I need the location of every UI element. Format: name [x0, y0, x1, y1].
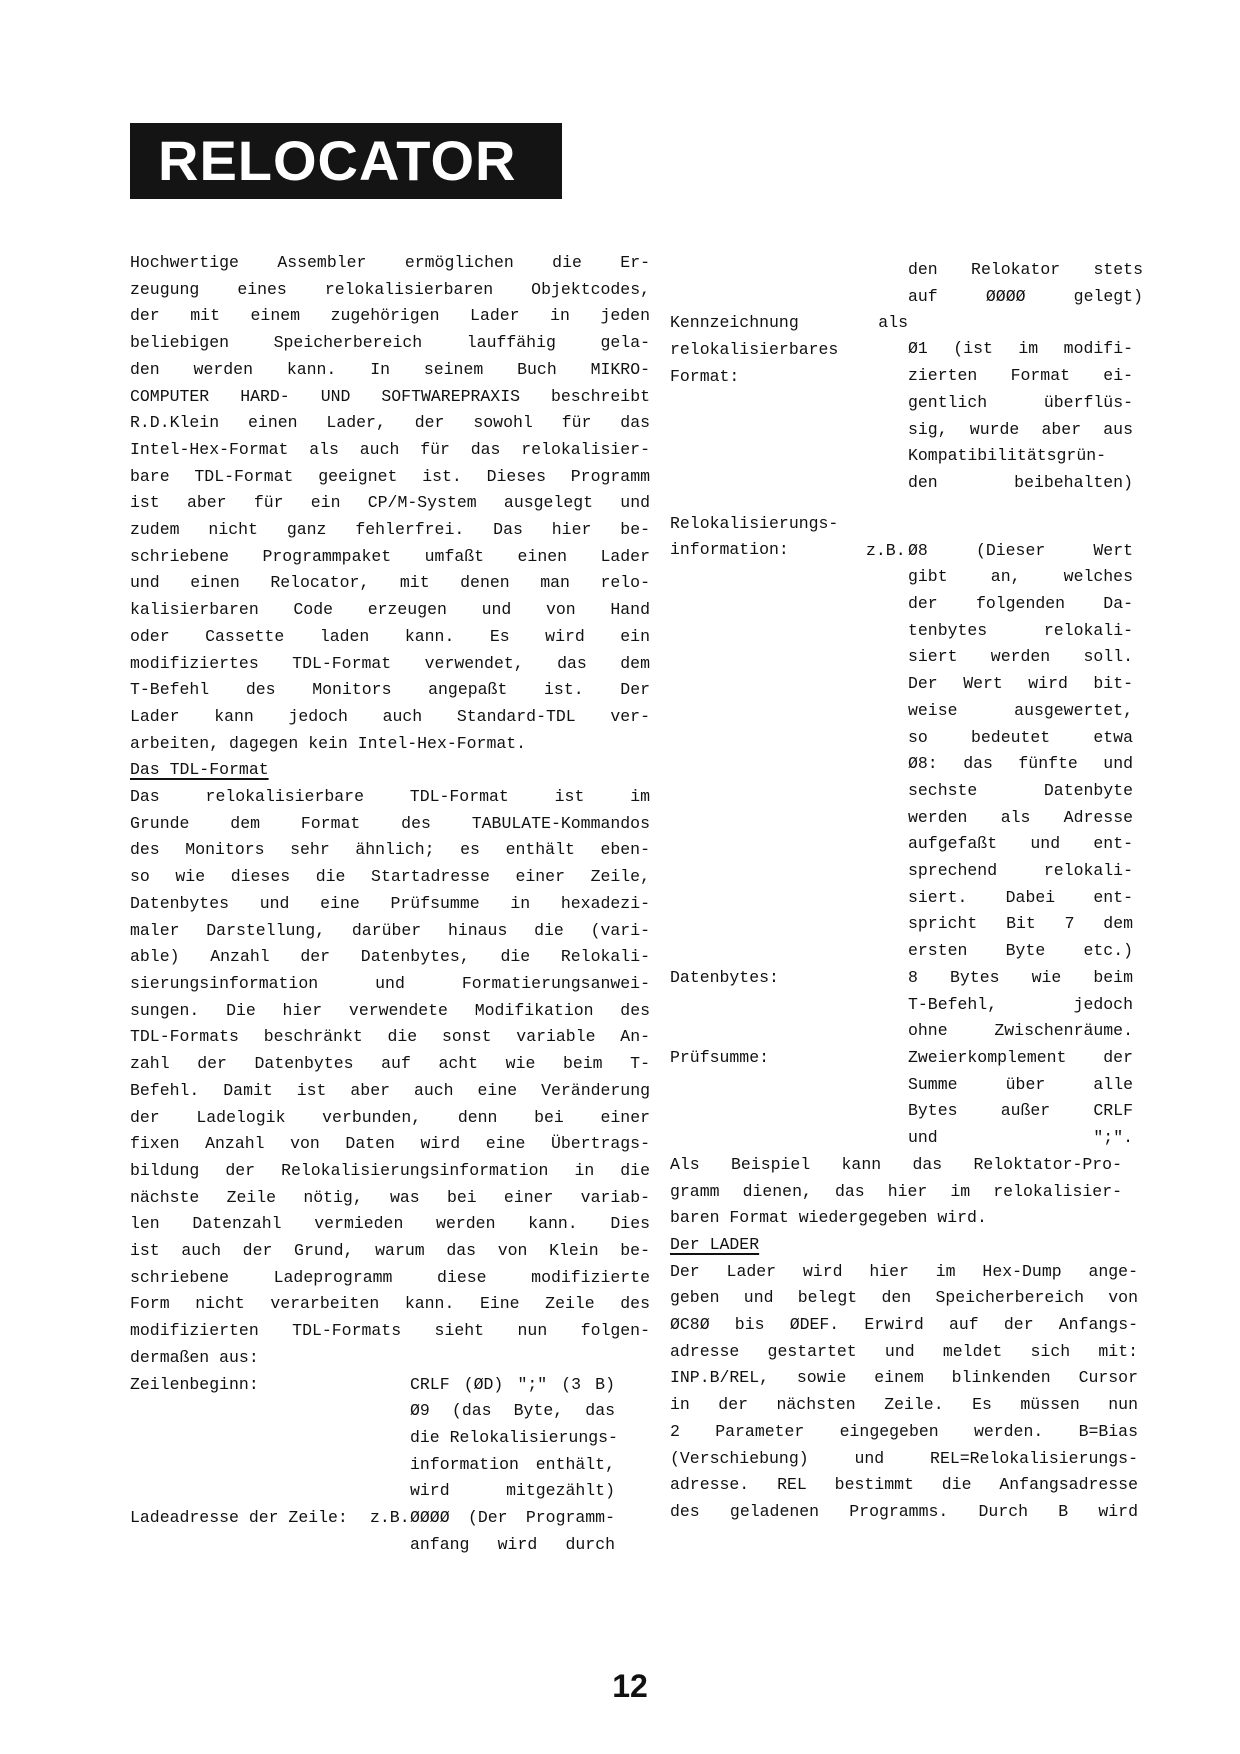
text-line: anfang wird durch — [410, 1534, 615, 1554]
text-line: des geladenen Programms. Durch B wird — [670, 1501, 1138, 1521]
text-line: tenbytes relokali- — [908, 620, 1133, 640]
text-line: Datenbytes: — [670, 967, 779, 987]
text-line: Das relokalisierbare TDL-Format ist im — [130, 787, 650, 807]
text-line: und ";". — [908, 1128, 1133, 1148]
text-line: Format: — [670, 366, 740, 386]
text-line: weise ausgewertet, — [908, 700, 1133, 720]
text-line: T-Befehl des Monitors angepaßt ist. Der — [130, 680, 650, 700]
text-line: sprechend relokali- — [908, 861, 1133, 881]
text-line: Form nicht verarbeiten kann. Eine Zeile des — [130, 1294, 650, 1314]
text-line: kalisierbaren Code erzeugen und von Hand — [130, 600, 650, 620]
text-line: TDL-Formats beschränkt die sonst variable An- — [130, 1027, 650, 1047]
text-line: len Datenzahl vermieden werden kann. Dies — [130, 1214, 650, 1234]
field-value — [908, 310, 1133, 496]
text-line: modifizierten TDL-Formats sieht nun folgen- — [130, 1321, 650, 1341]
left-column — [130, 250, 650, 1558]
text-line: Datenbytes und eine Prüfsumme in hexadezi- — [130, 893, 650, 913]
text-line: R.D.Klein einen Lader, der sowohl für das — [130, 413, 650, 433]
text-line: der folgenden Da- — [908, 594, 1133, 614]
text-line: die Relokalisierungs- — [410, 1427, 618, 1447]
text-line: (Verschiebung) und REL=Relokalisierungs- — [670, 1448, 1138, 1468]
text-line: ØØØØ (Der Programm- — [410, 1508, 615, 1528]
text-line: Ø8: das fünfte und — [908, 754, 1133, 774]
text-line: relokalisierbares — [670, 340, 839, 360]
text-line: sig, wurde aber aus — [908, 419, 1133, 439]
text-line: Lader kann jedoch auch Standard-TDL ver- — [130, 706, 650, 726]
format-row-zeilenbeginn — [130, 1372, 650, 1506]
field-value — [908, 965, 1133, 1045]
text-line: zierten Format ei- — [908, 366, 1133, 386]
row-value — [410, 1505, 615, 1558]
text-line: Ø8 (Dieser Wert — [908, 540, 1133, 560]
row-label: Zeilenbeginn: — [130, 1374, 259, 1394]
text-line: oder Cassette laden kann. Es wird ein — [130, 626, 650, 646]
field-kennzeichnung — [670, 310, 1140, 496]
text-line: schriebene Ladeprogramm diese modifizierte — [130, 1267, 650, 1287]
example-paragraph — [670, 1152, 1122, 1232]
text-line: Zweierkomplement der — [908, 1047, 1133, 1067]
text-line: ist auch der Grund, warum das von Klein be- — [130, 1241, 650, 1261]
text-line: CRLF (ØD) ";" (3 B) — [410, 1374, 615, 1394]
text-line: arbeiten, dagegen kein Intel-Hex-Format. — [130, 733, 527, 753]
text-line: und einen Relocator, mit denen man relo- — [130, 573, 650, 593]
text-line: aufgefaßt und ent- — [908, 834, 1133, 854]
row-label: Ladeadresse der Zeile: — [130, 1508, 348, 1528]
text-line: adresse gestartet und meldet sich mit: — [670, 1341, 1138, 1361]
text-line: Als Beispiel kann das Reloktator-Pro- — [670, 1154, 1122, 1174]
text-line: den werden kann. In seinem Buch MIKRO- — [130, 359, 650, 379]
text-line: beliebigen Speicherbereich lauffähig gela- — [130, 333, 650, 353]
text-line: ersten Byte etc.) — [908, 941, 1133, 961]
text-line: sierungsinformation und Formatierungsanwei- — [130, 973, 650, 993]
text-line: Summe über alle — [908, 1074, 1133, 1094]
text-line: werden als Adresse — [908, 807, 1133, 827]
text-line: Relokalisierungs- — [670, 513, 839, 533]
text-line: zahl der Datenbytes auf acht wie beim T- — [130, 1054, 650, 1074]
text-line: den Relokator stets — [908, 260, 1143, 279]
text-line: fixen Anzahl von Daten wird eine Übertrags- — [130, 1134, 650, 1154]
text-line: Grunde dem Format des TABULATE-Kommandos — [130, 813, 650, 833]
field-datenbytes — [670, 965, 1140, 1045]
text-line: gentlich überflüs- — [908, 392, 1133, 412]
text-line: des Monitors sehr ähnlich; es enthält eben- — [130, 840, 650, 860]
text-line: Kennzeichnung als — [670, 313, 908, 333]
text-line: so wie dieses die Startadresse einer Zeile, — [130, 867, 650, 887]
text-line: Intel-Hex-Format als auch für das relokalisier- — [130, 439, 650, 459]
right-column — [670, 257, 1143, 1526]
text-line: zudem nicht ganz fehlerfrei. Das hier be- — [130, 520, 650, 540]
text-line: in der nächsten Zeile. Es müssen nun — [670, 1395, 1138, 1415]
text-line: schriebene Programmpaket umfaßt einen Lader — [130, 546, 650, 566]
text-line: Ø1 (ist im modifi- — [908, 339, 1133, 359]
page-number: 12 — [612, 1668, 648, 1704]
text-line: der mit einem zugehörigen Lader in jeden — [130, 306, 650, 326]
field-value — [908, 511, 1133, 965]
row-value — [410, 1372, 618, 1506]
text-line: auf ØØØØ gelegt) — [908, 286, 1143, 306]
text-line: Befehl. Damit ist aber auch eine Veränderung — [130, 1080, 650, 1100]
text-line: modifiziertes TDL-Format verwendet, das dem — [130, 653, 650, 673]
text-line: gibt an, welches — [908, 567, 1133, 587]
field-prefix: z.B. — [866, 540, 906, 560]
tdl-format-paragraph — [130, 784, 650, 1371]
text-line: ist aber für ein CP/M-System ausgelegt und — [130, 493, 650, 513]
text-line: adresse. REL bestimmt die Anfangsadresse — [670, 1475, 1138, 1495]
lader-paragraph — [670, 1259, 1138, 1526]
text-line: gramm dienen, das hier im relokalisier- — [670, 1181, 1122, 1201]
text-line: wird mitgezählt) — [410, 1481, 615, 1501]
field-relokalisierung — [670, 511, 1140, 965]
row-prefix: z.B. — [370, 1508, 410, 1528]
text-line: baren Format wiedergegeben wird. — [670, 1208, 987, 1228]
text-line: der Ladelogik verbunden, denn bei einer — [130, 1107, 650, 1127]
section-heading-tdl-format: Das TDL-Format — [130, 760, 269, 780]
field-label — [670, 1045, 908, 1152]
field-label — [670, 965, 908, 1045]
text-line: 8 Bytes wie beim — [908, 967, 1133, 987]
text-line: bildung der Relokalisierungsinformation in die — [130, 1160, 650, 1180]
text-line: Hochwertige Assembler ermöglichen die Er- — [130, 253, 650, 272]
text-line: ØC8Ø bis ØDEF. Erwird auf der Anfangs- — [670, 1315, 1138, 1335]
format-row-ladeadresse — [130, 1505, 650, 1558]
text-line: maler Darstellung, darüber hinaus die (vari- — [130, 920, 650, 940]
text-line: zeugung eines relokalisierbaren Objektcodes, — [130, 279, 650, 299]
text-line: bare TDL-Format geeignet ist. Dieses Programm — [130, 466, 650, 486]
text-line: siert. Dabei ent- — [908, 887, 1133, 907]
continued-value — [908, 257, 1143, 310]
intro-paragraph — [130, 250, 650, 757]
text-line: COMPUTER HARD- UND SOFTWAREPRAXIS beschreibt — [130, 386, 650, 406]
text-line: siert werden soll. — [908, 647, 1133, 667]
text-line: Der Lader wird hier im Hex-Dump ange- — [670, 1261, 1138, 1281]
text-line: ohne Zwischenräume. — [908, 1021, 1133, 1041]
text-line: nächste Zeile nötig, was bei einer variab- — [130, 1187, 650, 1207]
text-line: geben und belegt den Speicherbereich von — [670, 1288, 1138, 1308]
text-line: Kompatibilitätsgrün- — [908, 446, 1107, 466]
section-heading-lader: Der LADER — [670, 1234, 760, 1254]
text-line: Der Wert wird bit- — [908, 674, 1133, 694]
text-line: sechste Datenbyte — [908, 780, 1133, 800]
field-pruefsumme — [670, 1045, 1140, 1152]
field-value — [908, 1045, 1133, 1152]
text-line: T-Befehl, jedoch — [908, 994, 1133, 1014]
text-line: sungen. Die hier verwendete Modifikation des — [130, 1000, 650, 1020]
text-line: spricht Bit 7 dem — [908, 914, 1133, 934]
text-line: information enthält, — [410, 1454, 615, 1474]
field-label — [670, 310, 908, 496]
text-line: dermaßen aus: — [130, 1347, 259, 1367]
text-line: Ø9 (das Byte, das — [410, 1401, 615, 1421]
text-line: so bedeutet etwa — [908, 727, 1133, 747]
format-table — [130, 1372, 650, 1559]
text-line: Prüfsumme: — [670, 1047, 770, 1067]
field-label — [670, 511, 866, 965]
text-line: den beibehalten) — [908, 472, 1133, 492]
text-line: able) Anzahl der Datenbytes, die Relokali- — [130, 947, 650, 967]
text-line: INP.B/REL, sowie einem blinkenden Cursor — [670, 1368, 1138, 1388]
page-title: RELOCATOR — [130, 123, 562, 199]
text-line: information: — [670, 540, 789, 560]
text-line: Bytes außer CRLF — [908, 1101, 1133, 1121]
text-line: 2 Parameter eingegeben werden. B=Bias — [670, 1421, 1138, 1441]
